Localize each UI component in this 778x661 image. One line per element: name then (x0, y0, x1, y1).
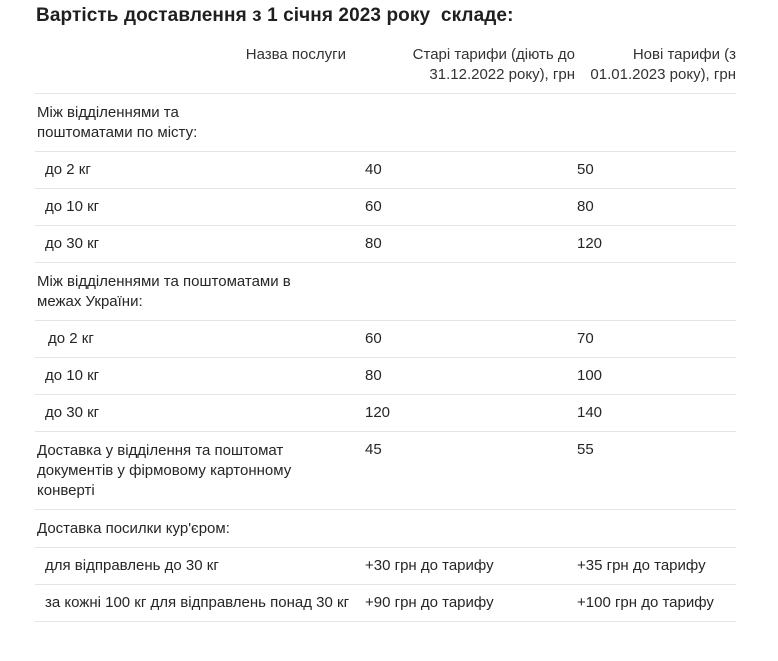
row-new-price: 80 (575, 189, 736, 226)
group-label: Доставка посилки кур'єром: (35, 510, 365, 548)
group-row-city (35, 94, 736, 152)
row-old-price: 45 (365, 432, 575, 510)
row-new-price: 140 (575, 395, 736, 432)
table-row (35, 321, 736, 358)
row-old-price: +30 грн до тарифу (365, 548, 575, 585)
row-new-price: 100 (575, 358, 736, 395)
page-title: Вартість доставлення з 1 січня 2023 року складе: (36, 5, 514, 26)
row-old-price: 40 (365, 152, 575, 189)
row-new-price: +35 грн до тарифу (575, 548, 736, 585)
row-new-price: 50 (575, 152, 736, 189)
table-row (35, 585, 736, 622)
row-old-price: +90 грн до тарифу (365, 585, 575, 622)
row-name: для відправлень до 30 кг (35, 548, 365, 585)
row-name: до 30 кг (35, 226, 365, 263)
row-name: до 2 кг (35, 152, 365, 189)
row-old-price: 60 (365, 321, 575, 358)
group-label: Між відділеннями та поштоматами в межах України: (35, 263, 365, 321)
table-row (35, 548, 736, 585)
row-old-price: 60 (365, 189, 575, 226)
row-new-price: 55 (575, 432, 736, 510)
row-name: Доставка у відділення та поштомат документів у фірмовому картонному конверті (35, 432, 365, 510)
row-new-price: 120 (575, 226, 736, 263)
table-row (35, 152, 736, 189)
row-name: до 10 кг (35, 358, 365, 395)
row-old-price: 80 (365, 226, 575, 263)
header-old-tariffs: Старі тарифи (діють до 31.12.2022 року), грн (412, 46, 575, 83)
table-row (35, 358, 736, 395)
table-row (35, 189, 736, 226)
group-row-ukraine (35, 263, 736, 321)
table-header-row (35, 42, 736, 94)
row-old-price: 80 (365, 358, 575, 395)
row-new-price: 70 (575, 321, 736, 358)
group-label: Між відділеннями та поштоматами по місту: (35, 94, 365, 152)
row-name: до 2 кг (35, 321, 365, 358)
row-name: до 30 кг (35, 395, 365, 432)
tariff-table (35, 42, 736, 622)
group-row-courier (35, 510, 736, 548)
documents-row (35, 432, 736, 510)
row-new-price: +100 грн до тарифу (575, 585, 736, 622)
header-service-name: Назва послуги (245, 46, 346, 63)
table-row (35, 226, 736, 263)
table-row (35, 395, 736, 432)
header-new-tariffs: Нові тарифи (з 01.01.2023 року), грн (590, 46, 736, 83)
row-name: до 10 кг (35, 189, 365, 226)
row-name: за кожні 100 кг для відправлень понад 30 кг (35, 585, 365, 622)
row-old-price: 120 (365, 395, 575, 432)
